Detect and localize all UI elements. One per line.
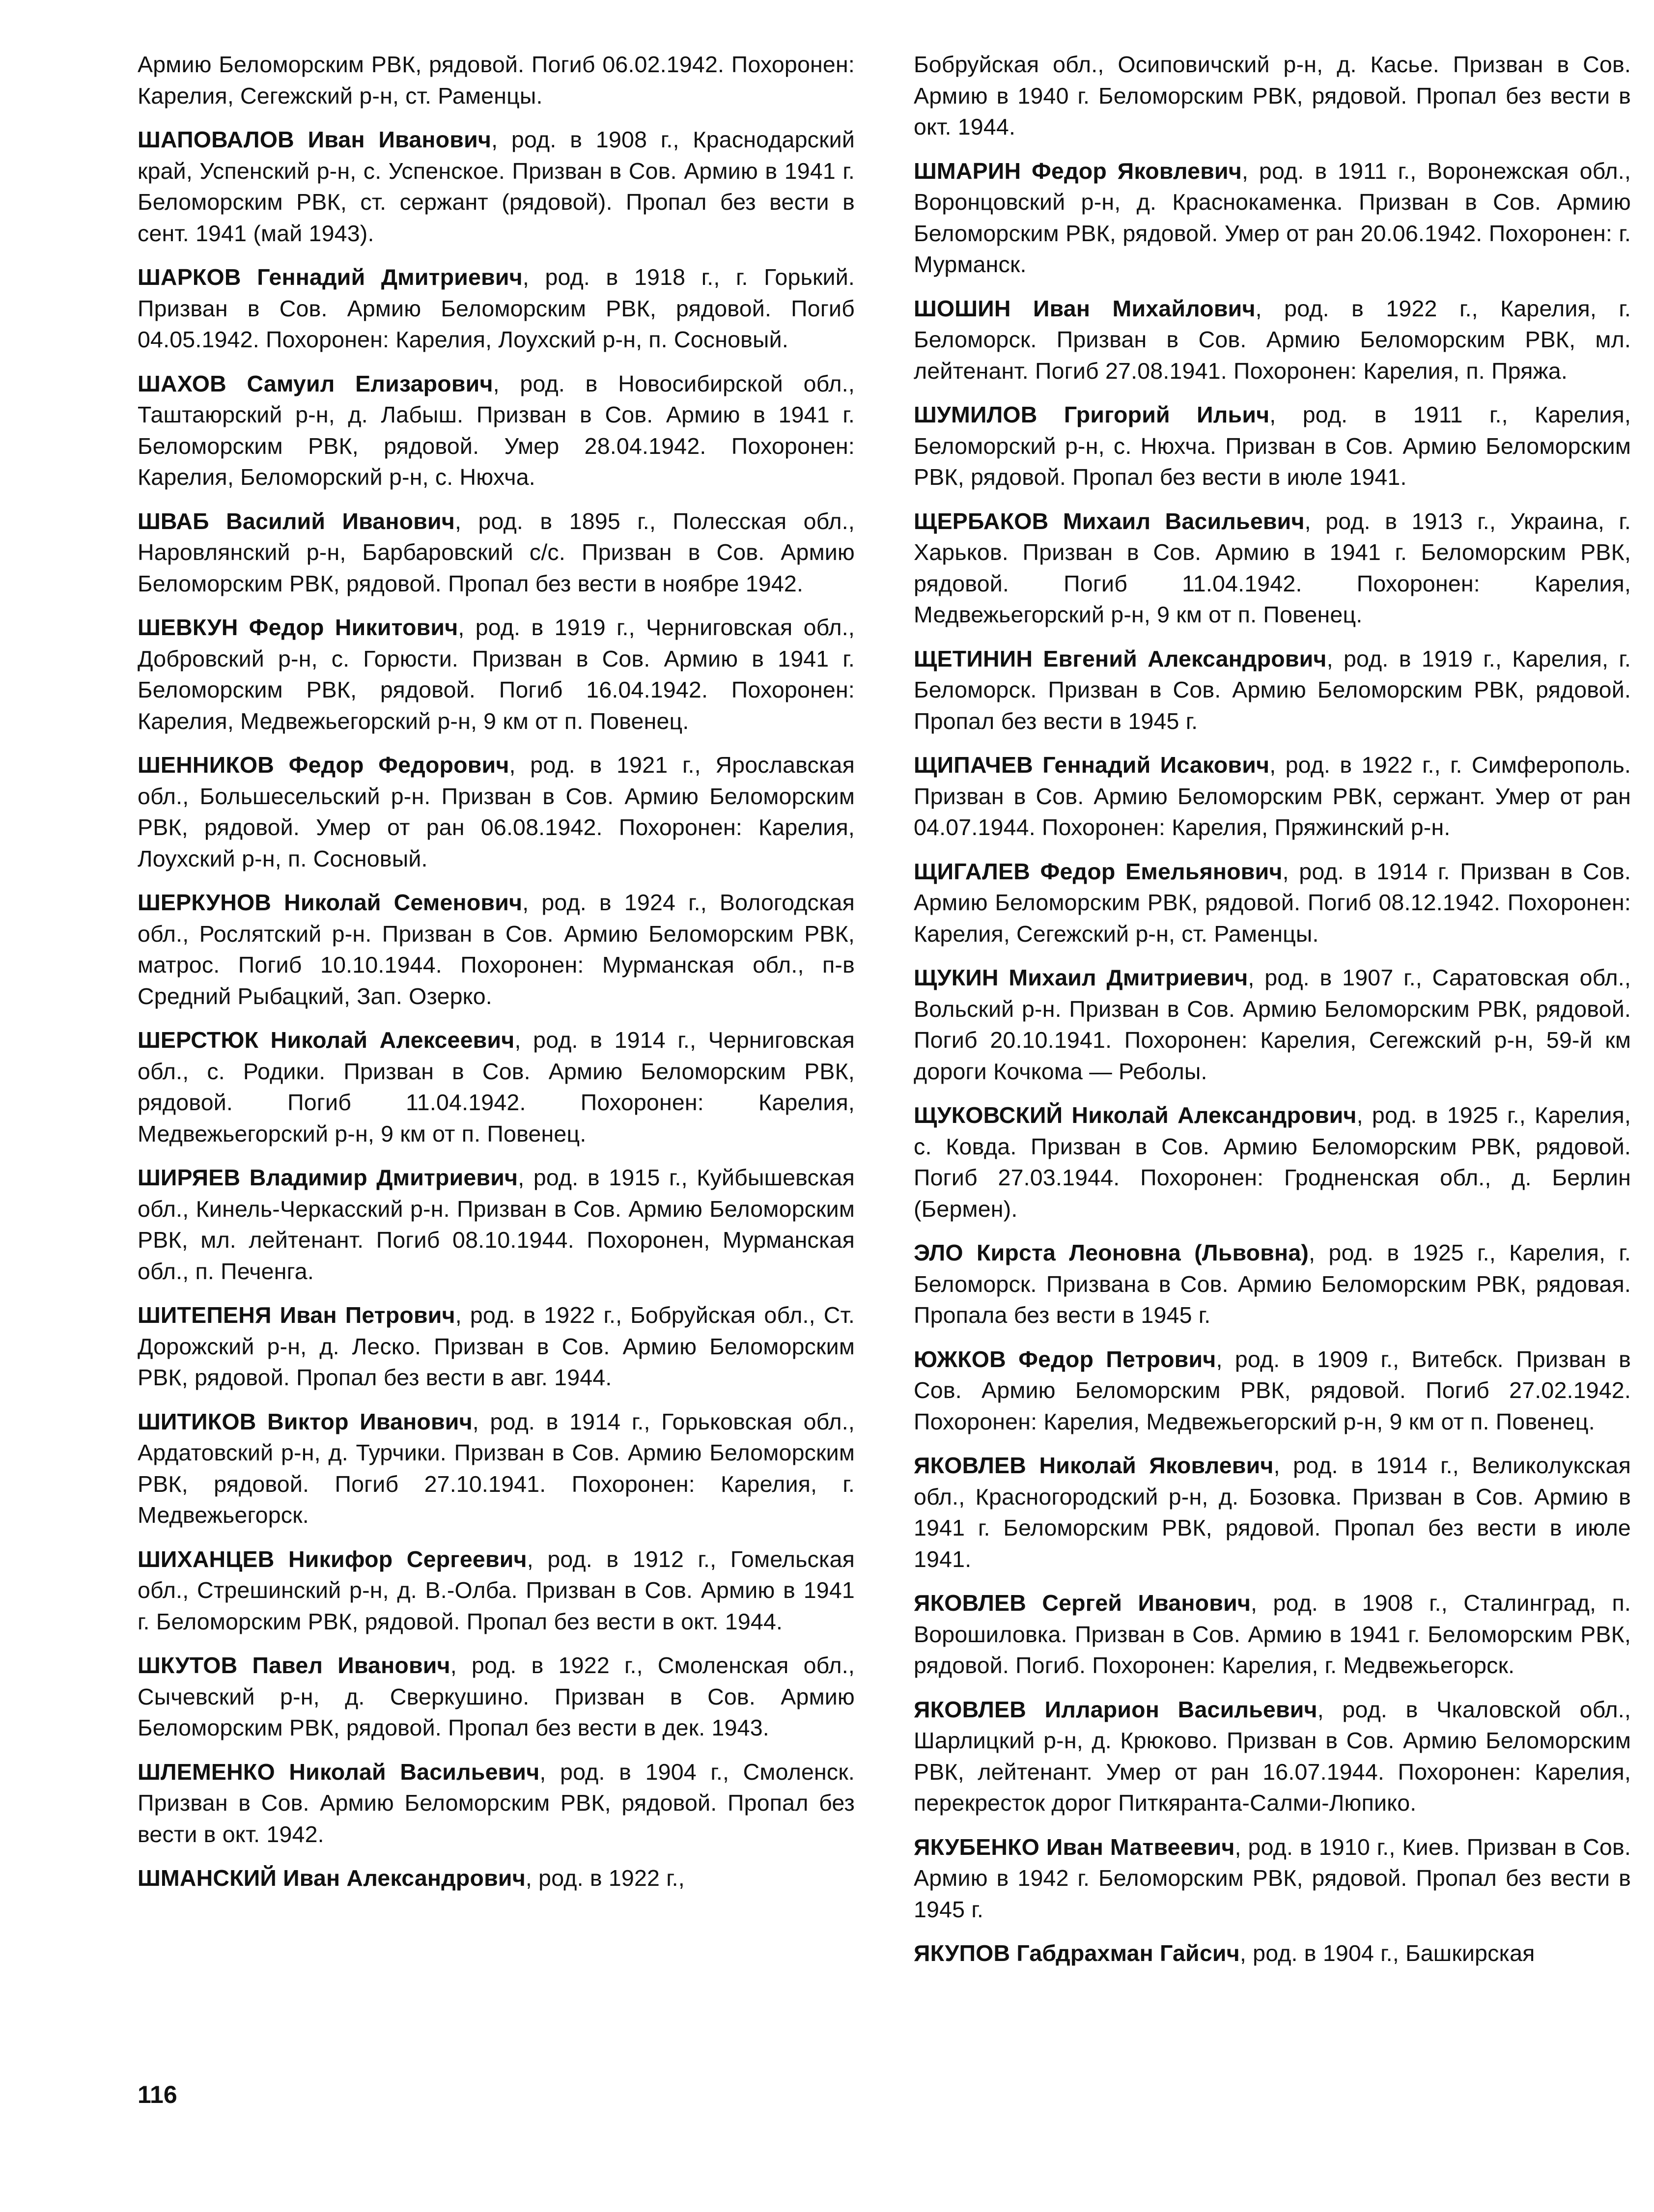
entry-text: , род. в 1910 г., Киев. Призван в Сов. Армию в 1942 г. Беломорским РВК, рядовой. Пропал без вести в 1945 г. xyxy=(914,1834,1631,1922)
entry-text: Бобруйская обл., Осиповичский р-н, д. Касье. Призван в Сов. Армию в 1940 г. Беломорским РВК, рядовой. Пропал без вести в окт. 1944. xyxy=(914,52,1631,140)
person-name: ШИТИКОВ Виктор Иванович xyxy=(138,1408,473,1434)
person-name: ЩЕРБАКОВ Михаил Васильевич xyxy=(914,508,1305,534)
person-name: ШИРЯЕВ Владимир Дмитриевич xyxy=(138,1165,518,1190)
person-name: ШУМИЛОВ Григорий Ильич xyxy=(914,402,1270,427)
person-name: ШАПОВАЛОВ Иван Иванович xyxy=(138,127,492,152)
person-name: ШЕРСТЮК Николай Алексеевич xyxy=(138,1027,515,1053)
list-item xyxy=(914,1832,1631,1926)
list-item xyxy=(138,368,855,493)
entry-text: , род. в 1922 г., г. Симферополь. Призван в Сов. Армию Беломорским РВК, сержант. Умер от ран 04.07.1944. Похоронен: Карелия, Пряжинский р-н. xyxy=(914,752,1631,840)
entry-text: , род. в 1924 г., Вологодская обл., Рослятский р-н. Призван в Сов. Армию Беломорским РВК, матрос. Погиб 10.10.1944. Похоронен: Мурманская обл., п-в Средний Рыбацкий, Зап. Озерко. xyxy=(138,890,855,1009)
person-name: ШАРКОВ Геннадий Дмитриевич xyxy=(138,264,523,290)
entry-text: , род. в 1914 г., Великолукская обл., Красногородский р-н, д. Бозовка. Призван в Сов. Армию в 1941 г. Беломорским РВК, рядовой. Пропал без вести в июле 1941. xyxy=(914,1453,1631,1572)
list-item xyxy=(138,1757,855,1850)
list-item xyxy=(914,399,1631,493)
entry-text: , род. в 1922 г., Карелия, г. Беломорск. Призван в Сов. Армию Беломорским РВК, мл. лейтенант. Погиб 27.08.1941. Похоронен: Карелия, п. Пряжа. xyxy=(914,295,1631,384)
entry-text: , род. в 1922 г., Смоленская обл., Сычевский р-н, д. Сверкушино. Призван в Сов. Армию Беломорским РВК, рядовой. Пропал без вести в дек. 1943. xyxy=(138,1652,855,1740)
person-name: ШОШИН Иван Михайлович xyxy=(914,295,1256,321)
entry-text: , род. в 1914 г. Призван в Сов. Армию Беломорским РВК, рядовой. Погиб 08.12.1942. Похоронен: Карелия, Сегежский р-н, ст. Раменцы. xyxy=(914,858,1631,947)
person-name: ЯКОВЛЕВ Илларион Васильевич xyxy=(914,1696,1318,1722)
list-item xyxy=(138,1544,855,1638)
entry-text: , род. в 1895 г., Полесская обл., Наровлянский р-н, Барбаровский с/с. Призван в Сов. Армию Беломорским РВК, рядовой. Пропал без вести в ноябре 1942. xyxy=(138,508,855,596)
entry-text: , род. в 1914 г., Горьковская обл., Ардатовский р-н, д. Турчики. Призван в Сов. Армию Беломорским РВК, рядовой. Погиб 27.10.1941. Похоронен: Карелия, г. Медвежьегорск. xyxy=(138,1408,855,1528)
list-item xyxy=(914,506,1631,631)
list-item xyxy=(914,644,1631,737)
list-item xyxy=(914,1450,1631,1575)
person-name: ШИТЕПЕНЯ Иван Петрович xyxy=(138,1302,455,1328)
list-item xyxy=(138,1025,855,1149)
person-name: ЩИПАЧЕВ Геннадий Исакович xyxy=(914,752,1270,778)
person-name: ШЕННИКОВ Федор Федорович xyxy=(138,752,509,778)
list-item xyxy=(914,1694,1631,1819)
list-item xyxy=(138,750,855,874)
entry-text: , род. в 1925 г., Карелия, г. Беломорск. Призвана в Сов. Армию Беломорским РВК, рядовая. Пропала без вести в 1945 г. xyxy=(914,1240,1631,1328)
list-item xyxy=(138,1406,855,1531)
entry-text: , род. в 1911 г., Карелия, Беломорский р-н, с. Нюхча. Призван в Сов. Армию Беломорским РВК, рядовой. Пропал без вести в июле 1941. xyxy=(914,402,1631,490)
person-name: ЯКОВЛЕВ Николай Яковлевич xyxy=(914,1453,1274,1478)
list-item xyxy=(914,1588,1631,1681)
person-name: ЩЕТИНИН Евгений Александрович xyxy=(914,645,1327,672)
list-item xyxy=(138,1162,855,1287)
list-item xyxy=(138,1650,855,1744)
entry-text: , род. в 1909 г., Витебск. Призван в Сов. Армию Беломорским РВК, рядовой. Погиб 27.02.1942. Похоронен: Карелия, Медвежьегорский р-н, 9 км от п. Повенец. xyxy=(914,1346,1631,1434)
list-item xyxy=(138,612,855,737)
entry-text: , род. в Чкаловской обл., Шарлицкий р-н, д. Крюково. Призван в Сов. Армию Беломорским РВК, лейтенант. Умер от ран 16.07.1944. Похоронен: Карелия, перекресток дорог Питкяранта-Салми-Люпико. xyxy=(914,1696,1631,1816)
list-item xyxy=(914,49,1631,143)
list-item xyxy=(914,856,1631,950)
right-column xyxy=(914,49,1631,1982)
person-name: ЯКУПОВ Габдрахман Гайсич xyxy=(914,1940,1240,1966)
list-item xyxy=(914,750,1631,843)
person-name: ЮЖКОВ Федор Петрович xyxy=(914,1346,1216,1372)
list-item xyxy=(914,1237,1631,1331)
entry-text: , род. в 1911 г., Воронежская обл., Воронцовский р-н, д. Краснокаменка. Призван в Сов. Армию Беломорским РВК, рядовой. Умер от ран 20.06.1942. Похоронен: г. Мурманск. xyxy=(914,158,1631,277)
entry-text: , род. в 1908 г., Краснодарский край, Успенский р-н, с. Успенское. Призван в Сов. Армию в 1941 г. Беломорским РВК, ст. сержант (рядовой). Пропал без вести в сент. 1941 (май 1943). xyxy=(138,127,855,246)
page-number: 116 xyxy=(138,2081,177,2108)
person-name: ЩИГАЛЕВ Федор Емельянович xyxy=(914,858,1283,884)
person-name: ШМАНСКИЙ Иван Александрович xyxy=(138,1865,526,1891)
person-name: ШМАРИН Федор Яковлевич xyxy=(914,158,1242,184)
list-item xyxy=(138,506,855,600)
entry-text: , род. в 1921 г., Ярославская обл., Большесельский р-н. Призван в Сов. Армию Беломорским РВК, рядовой. Умер от ран 06.08.1942. Похоронен: Карелия, Лоухский р-н, п. Сосновый. xyxy=(138,752,855,871)
entry-text: , род. в 1922 г., xyxy=(525,1865,685,1891)
left-column xyxy=(138,49,855,1907)
entry-text: , род. в 1904 г., Смоленск. Призван в Сов. Армию Беломорским РВК, рядовой. Пропал без вести в окт. 1942. xyxy=(138,1759,855,1847)
person-name: ШАХОВ Самуил Елизарович xyxy=(138,370,493,396)
list-item xyxy=(138,887,855,1012)
entry-text: , род. в 1925 г., Карелия, с. Ковда. Призван в Сов. Армию Беломорским РВК, рядовой. Погиб 27.03.1944. Похоронен: Гродненская обл., д. Берлин (Бермен). xyxy=(914,1102,1631,1222)
person-name: ЭЛО Кирста Леоновна (Львовна) xyxy=(914,1240,1309,1265)
person-name: ЩУКИН Михаил Дмитриевич xyxy=(914,965,1248,990)
person-name: ЯКОВЛЕВ Сергей Иванович xyxy=(914,1590,1251,1616)
list-item xyxy=(138,262,855,356)
person-name: ШЕРКУНОВ Николай Семенович xyxy=(138,890,523,915)
entry-text: , род. в 1908 г., Сталинград, п. Ворошиловка. Призван в Сов. Армию в 1941 г. Беломорским РВК, рядовой. Погиб. Похоронен: Карелия, г. Медвежьегорск. xyxy=(914,1590,1631,1678)
list-item xyxy=(914,1344,1631,1438)
list-item xyxy=(914,156,1631,280)
entry-text: , род. в 1919 г., Черниговская обл., Добровский р-н, с. Горюсти. Призван в Сов. Армию в 1941 г. Беломорским РВК, рядовой. Погиб 16.04.1942. Похоронен: Карелия, Медвежьегорский р-н, 9 км от п. Повенец. xyxy=(138,615,855,734)
person-name: ЩУКОВСКИЙ Николай Александрович xyxy=(914,1102,1357,1128)
list-item xyxy=(914,1100,1631,1225)
list-item xyxy=(138,1300,855,1394)
person-name: ШЕВКУН Федор Никитович xyxy=(138,615,458,640)
list-item xyxy=(914,293,1631,387)
entry-text: , род. в 1918 г., г. Горький. Призван в Сов. Армию Беломорским РВК, рядовой. Погиб 04.05.1942. Похоронен: Карелия, Лоухский р-н, п. Сосновый. xyxy=(138,264,855,352)
entry-text: , род. в 1912 г., Гомельская обл., Стрешинский р-н, д. В.-Олба. Призван в Сов. Армию в 1941 г. Беломорским РВК, рядовой. Пропал без вести в окт. 1944. xyxy=(138,1546,855,1634)
entry-text: , род. в 1913 г., Украина, г. Харьков. Призван в Сов. Армию в 1941 г. Беломорским РВК, рядовой. Погиб 11.04.1942. Похоронен: Карелия, Медвежьегорский р-н, 9 км от п. Повенец. xyxy=(914,508,1631,627)
entry-text: , род. в 1907 г., Саратовская обл., Вольский р-н. Призван в Сов. Армию Беломорским РВК, рядовой. Погиб 20.10.1941. Похоронен: Карелия, Сегежский р-н, 59-й км дороги Кочкома — Реболы. xyxy=(914,965,1631,1084)
person-name: ЯКУБЕНКО Иван Матвеевич xyxy=(914,1834,1235,1860)
list-item xyxy=(138,1863,855,1894)
list-item xyxy=(138,49,855,112)
entry-text: , род. в 1919 г., Карелия, г. Беломорск. Призван в Сов. Армию Беломорским РВК, рядовой. Пропал без вести в 1945 г. xyxy=(914,645,1631,734)
entry-text: , род. в 1922 г., Бобруйская обл., Ст. Дорожский р-н, д. Леско. Призван в Сов. Армию Беломорским РВК, рядовой. Пропал без вести в авг. 1944. xyxy=(138,1302,855,1390)
person-name: ШИХАНЦЕВ Никифор Сергеевич xyxy=(138,1546,527,1572)
person-name: ШЛЕМЕНКО Николай Васильевич xyxy=(138,1759,540,1785)
list-item xyxy=(138,124,855,249)
person-name: ШКУТОВ Павел Иванович xyxy=(138,1652,450,1678)
entry-text: , род. в 1915 г., Куйбышевская обл., Кинель-Черкасский р-н. Призван в Сов. Армию Беломорским РВК, мл. лейтенант. Погиб 08.10.1944. Похоронен, Мурманская обл., п. Печенга. xyxy=(138,1165,855,1284)
entry-text: , род. в 1904 г., Башкирская xyxy=(1239,1940,1535,1966)
entry-text: Армию Беломорским РВК, рядовой. Погиб 06.02.1942. Похоронен: Карелия, Сегежский р-н, ст. Раменцы. xyxy=(138,52,855,109)
entry-text: , род. в Новосибирской обл., Таштаюрский р-н, д. Лабыш. Призван в Сов. Армию в 1941 г. Беломорским РВК, рядовой. Умер 28.04.1942. Похоронен: Карелия, Беломорский р-н, с. Нюхча. xyxy=(138,370,855,490)
person-name: ШВАБ Василий Иванович xyxy=(138,508,455,534)
list-item xyxy=(914,1938,1631,1969)
entry-text: , род. в 1914 г., Черниговская обл., с. Родики. Призван в Сов. Армию Беломорским РВК, рядовой. Погиб 11.04.1942. Похоронен: Карелия, Медвежьегорский р-н, 9 км от п. Повенец. xyxy=(138,1027,855,1147)
list-item xyxy=(914,962,1631,1087)
